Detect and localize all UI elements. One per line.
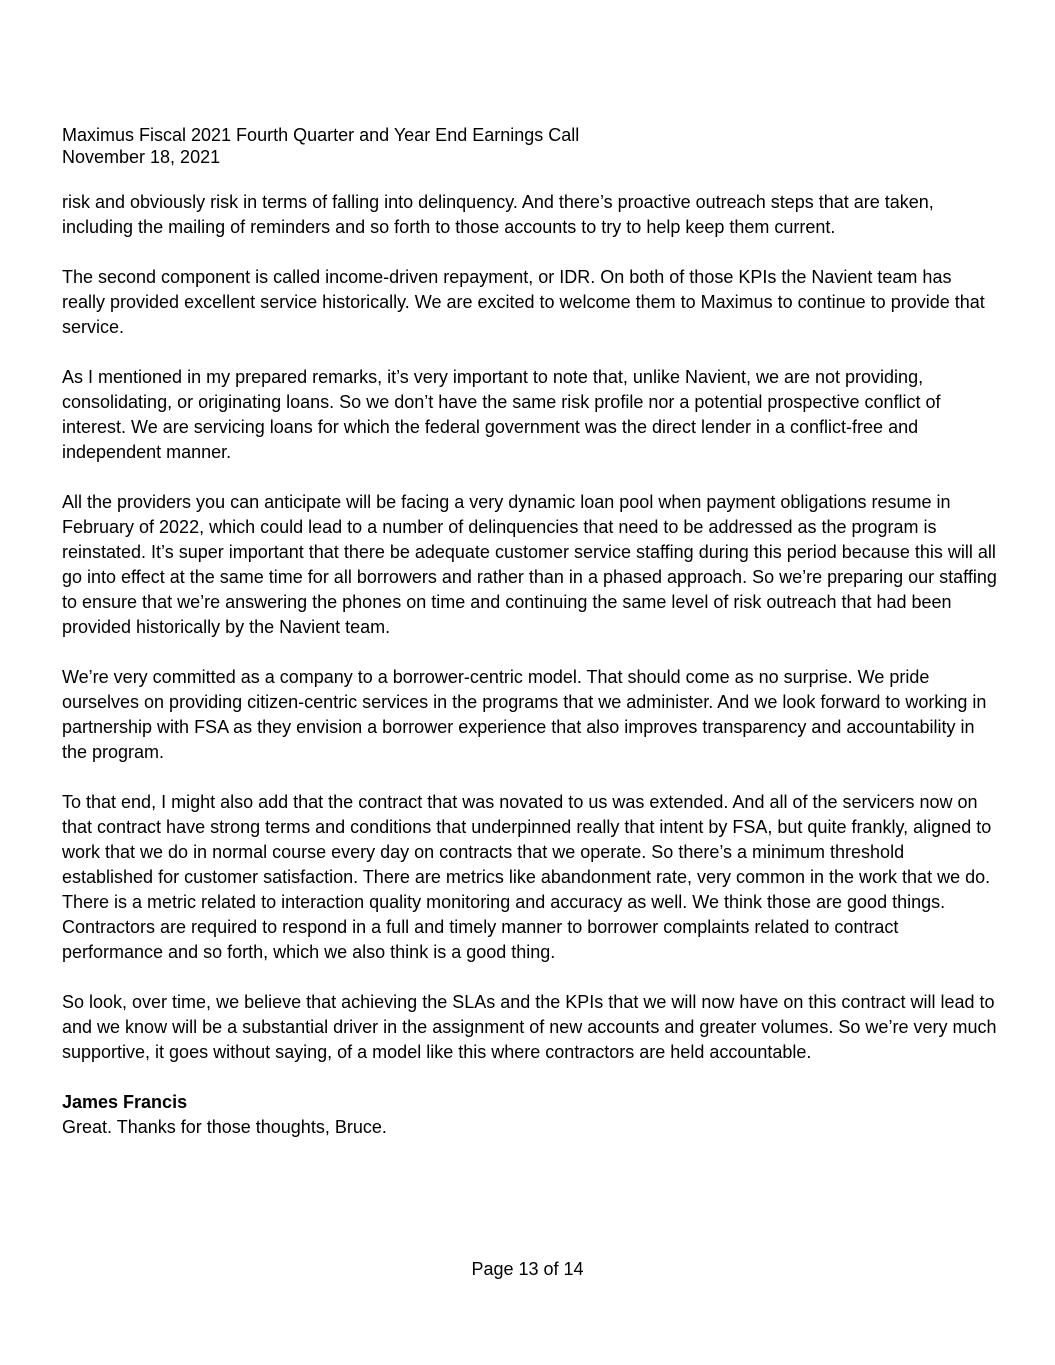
speaker-name: James Francis xyxy=(62,1092,188,1112)
speaker-statement: Great. Thanks for those thoughts, Bruce. xyxy=(62,1117,387,1137)
paragraph: As I mentioned in my prepared remarks, it’s very important to note that, unlike Navient, we are not providing, consolidating, or originating loans. So we don’t have the same risk profile nor a potential prospective conflict of interest. We are servicing loans for which the federal government was the direct lender in a conflict-free and independent manner. xyxy=(62,367,941,462)
paragraph: The second component is called income-driven repayment, or IDR. On both of those KPIs the Navient team has really provided excellent service historically. We are excited to welcome them to Maximus to continue to provide that service. xyxy=(62,267,985,337)
page-number: Page 13 of 14 xyxy=(471,1259,584,1279)
paragraph: To that end, I might also add that the contract that was novated to us was extended. And all of the servicers now on that contract have strong terms and conditions that underpinned really that intent by FSA, but quite frankly, aligned to work that we do in normal course every day on contracts that we operate. So there’s a minimum threshold established for customer satisfaction. There are metrics like abandonment rate, very common in the work that we do. There is a metric related to interaction quality monitoring and accuracy as well. We think those are good things. Contractors are required to respond in a full and timely manner to borrower complaints related to contract performance and so forth, which we also think is a good thing. xyxy=(62,792,992,962)
paragraph: So look, over time, we believe that achieving the SLAs and the KPIs that we will now have on this contract will lead to and we know will be a substantial driver in the assignment of new accounts and greater volumes. So we’re very much supportive, it goes without saying, of a model like this where contractors are held accountable. xyxy=(62,992,997,1062)
document-date: November 18, 2021 xyxy=(62,147,221,167)
paragraph: All the providers you can anticipate will be facing a very dynamic loan pool when payment obligations resume in February of 2022, which could lead to a number of delinquencies that need to be addressed as the program is reinstated. It’s super important that there be adequate customer service staffing during this period because this will all go into effect at the same time for all borrowers and rather than in a phased approach. So we’re preparing our staffing to ensure that we’re answering the phones on time and continuing the same level of risk outreach that had been provided historically by the Navient team. xyxy=(62,492,997,637)
paragraph: risk and obviously risk in terms of falling into delinquency. And there’s proactive outreach steps that are taken, including the mailing of reminders and so forth to those accounts to try to help keep them current. xyxy=(62,192,934,237)
document-header xyxy=(62,124,992,168)
paragraph: We’re very committed as a company to a borrower-centric model. That should come as no surprise. We pride ourselves on providing citizen-centric services in the programs that we administer. And we look forward to working in partnership with FSA as they envision a borrower experience that also improves transparency and accountability in the program. xyxy=(62,667,987,762)
document-title: Maximus Fiscal 2021 Fourth Quarter and Year End Earnings Call xyxy=(62,125,580,145)
transcript-body xyxy=(62,190,997,1140)
